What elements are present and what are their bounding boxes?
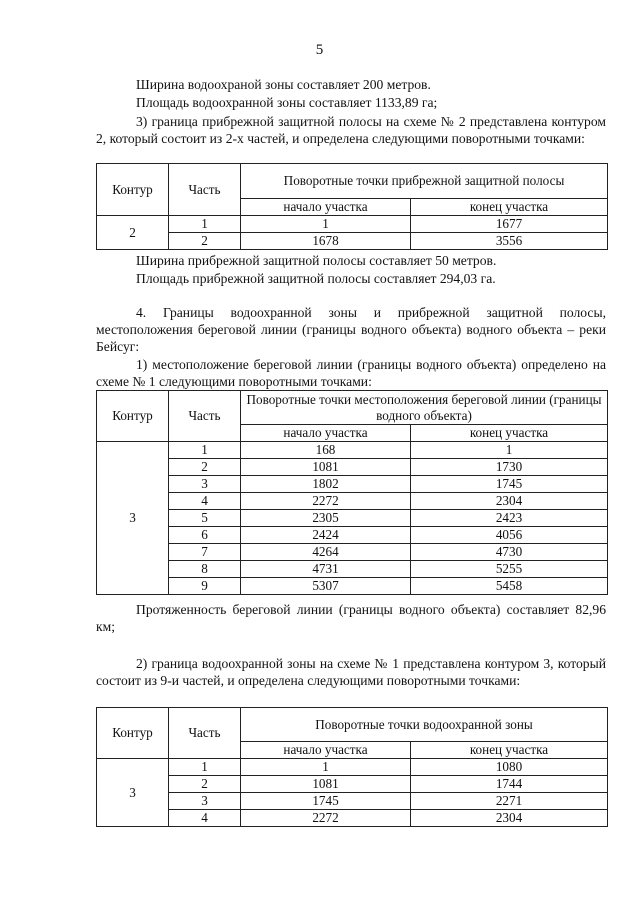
part-cell: 1	[169, 442, 241, 459]
header-part: Часть	[169, 708, 241, 759]
start-cell: 1081	[241, 459, 411, 476]
shore-strip-area: Площадь прибрежной защитной полосы составляет 294,03 га.	[136, 271, 496, 286]
page-number: 5	[315, 42, 324, 58]
header-start: начало участка	[241, 425, 411, 442]
start-cell: 1802	[241, 476, 411, 493]
part-cell: 8	[169, 561, 241, 578]
water-zone-width: Ширина водоохраной зоны составляет 200 метров.	[136, 77, 431, 92]
start-cell: 5307	[241, 578, 411, 595]
section-4-heading: 4. Границы водоохранной зоны и прибрежной защитной полосы, местоположения береговой линии (границы водного объекта) водного объекта – реки Бейсуг:	[96, 305, 606, 354]
end-cell: 5255	[411, 561, 608, 578]
end-cell: 1745	[411, 476, 608, 493]
water-zone-area: Площадь водоохранной зоны составляет 1133,89 га;	[136, 95, 438, 110]
water-zone-intro: 2) граница водоохранной зоны на схеме № 1 представлена контуром 3, который состоит из 9-и частей, и определена следующими поворотными точками:	[96, 656, 606, 688]
part-cell: 5	[169, 510, 241, 527]
end-cell: 1677	[411, 216, 608, 233]
contour-cell: 3	[97, 442, 169, 595]
part-cell: 9	[169, 578, 241, 595]
start-cell: 2424	[241, 527, 411, 544]
end-cell: 4730	[411, 544, 608, 561]
start-cell: 1081	[241, 776, 411, 793]
header-contour: Контур	[97, 164, 169, 216]
part-cell: 2	[169, 776, 241, 793]
part-cell: 3	[169, 476, 241, 493]
part-cell: 7	[169, 544, 241, 561]
part-cell: 6	[169, 527, 241, 544]
shoreline-intro: 1) местоположение береговой линии (границы водного объекта) определено на схеме № 1 следующими поворотными точками:	[96, 357, 606, 389]
shore-strip-width: Ширина прибрежной защитной полосы составляет 50 метров.	[136, 253, 497, 268]
header-part: Часть	[169, 391, 241, 442]
part-cell: 4	[169, 810, 241, 827]
water-zone-table	[96, 707, 608, 827]
part-cell: 2	[169, 459, 241, 476]
contour-cell: 2	[97, 216, 169, 250]
start-cell: 1	[241, 759, 411, 776]
contour-cell: 3	[97, 759, 169, 827]
start-cell: 168	[241, 442, 411, 459]
end-cell: 3556	[411, 233, 608, 250]
header-part: Часть	[169, 164, 241, 216]
start-cell: 1745	[241, 793, 411, 810]
end-cell: 1080	[411, 759, 608, 776]
header-start: начало участка	[241, 199, 411, 216]
header-contour: Контур	[97, 391, 169, 442]
header-turning-points: Поворотные точки водоохранной зоны	[241, 708, 608, 742]
start-cell: 2272	[241, 493, 411, 510]
start-cell: 2305	[241, 510, 411, 527]
end-cell: 1	[411, 442, 608, 459]
end-cell: 2271	[411, 793, 608, 810]
end-cell: 2423	[411, 510, 608, 527]
start-cell: 4731	[241, 561, 411, 578]
start-cell: 2272	[241, 810, 411, 827]
header-end: конец участка	[411, 742, 608, 759]
part-cell: 4	[169, 493, 241, 510]
start-cell: 1678	[241, 233, 411, 250]
shoreline-length: Протяженность береговой линии (границы водного объекта) составляет 82,96 км;	[96, 602, 606, 634]
start-cell: 1	[241, 216, 411, 233]
header-end: конец участка	[411, 199, 608, 216]
end-cell: 1730	[411, 459, 608, 476]
end-cell: 5458	[411, 578, 608, 595]
part-cell: 1	[169, 759, 241, 776]
header-end: конец участка	[411, 425, 608, 442]
part-cell: 1	[169, 216, 241, 233]
end-cell: 4056	[411, 527, 608, 544]
part-cell: 3	[169, 793, 241, 810]
header-start: начало участка	[241, 742, 411, 759]
header-contour: Контур	[97, 708, 169, 759]
header-turning-points: Поворотные точки прибрежной защитной полосы	[241, 164, 608, 199]
end-cell: 2304	[411, 493, 608, 510]
end-cell: 1744	[411, 776, 608, 793]
shore-strip-table	[96, 163, 608, 250]
shoreline-table	[96, 390, 608, 595]
part-cell: 2	[169, 233, 241, 250]
shore-strip-intro: 3) граница прибрежной защитной полосы на схеме № 2 представлена контуром 2, который состоит из 2-х частей, и определена следующими поворотными точками:	[96, 114, 606, 146]
end-cell: 2304	[411, 810, 608, 827]
start-cell: 4264	[241, 544, 411, 561]
header-turning-points: Поворотные точки местоположения береговой линии (границы водного объекта)	[241, 391, 608, 425]
